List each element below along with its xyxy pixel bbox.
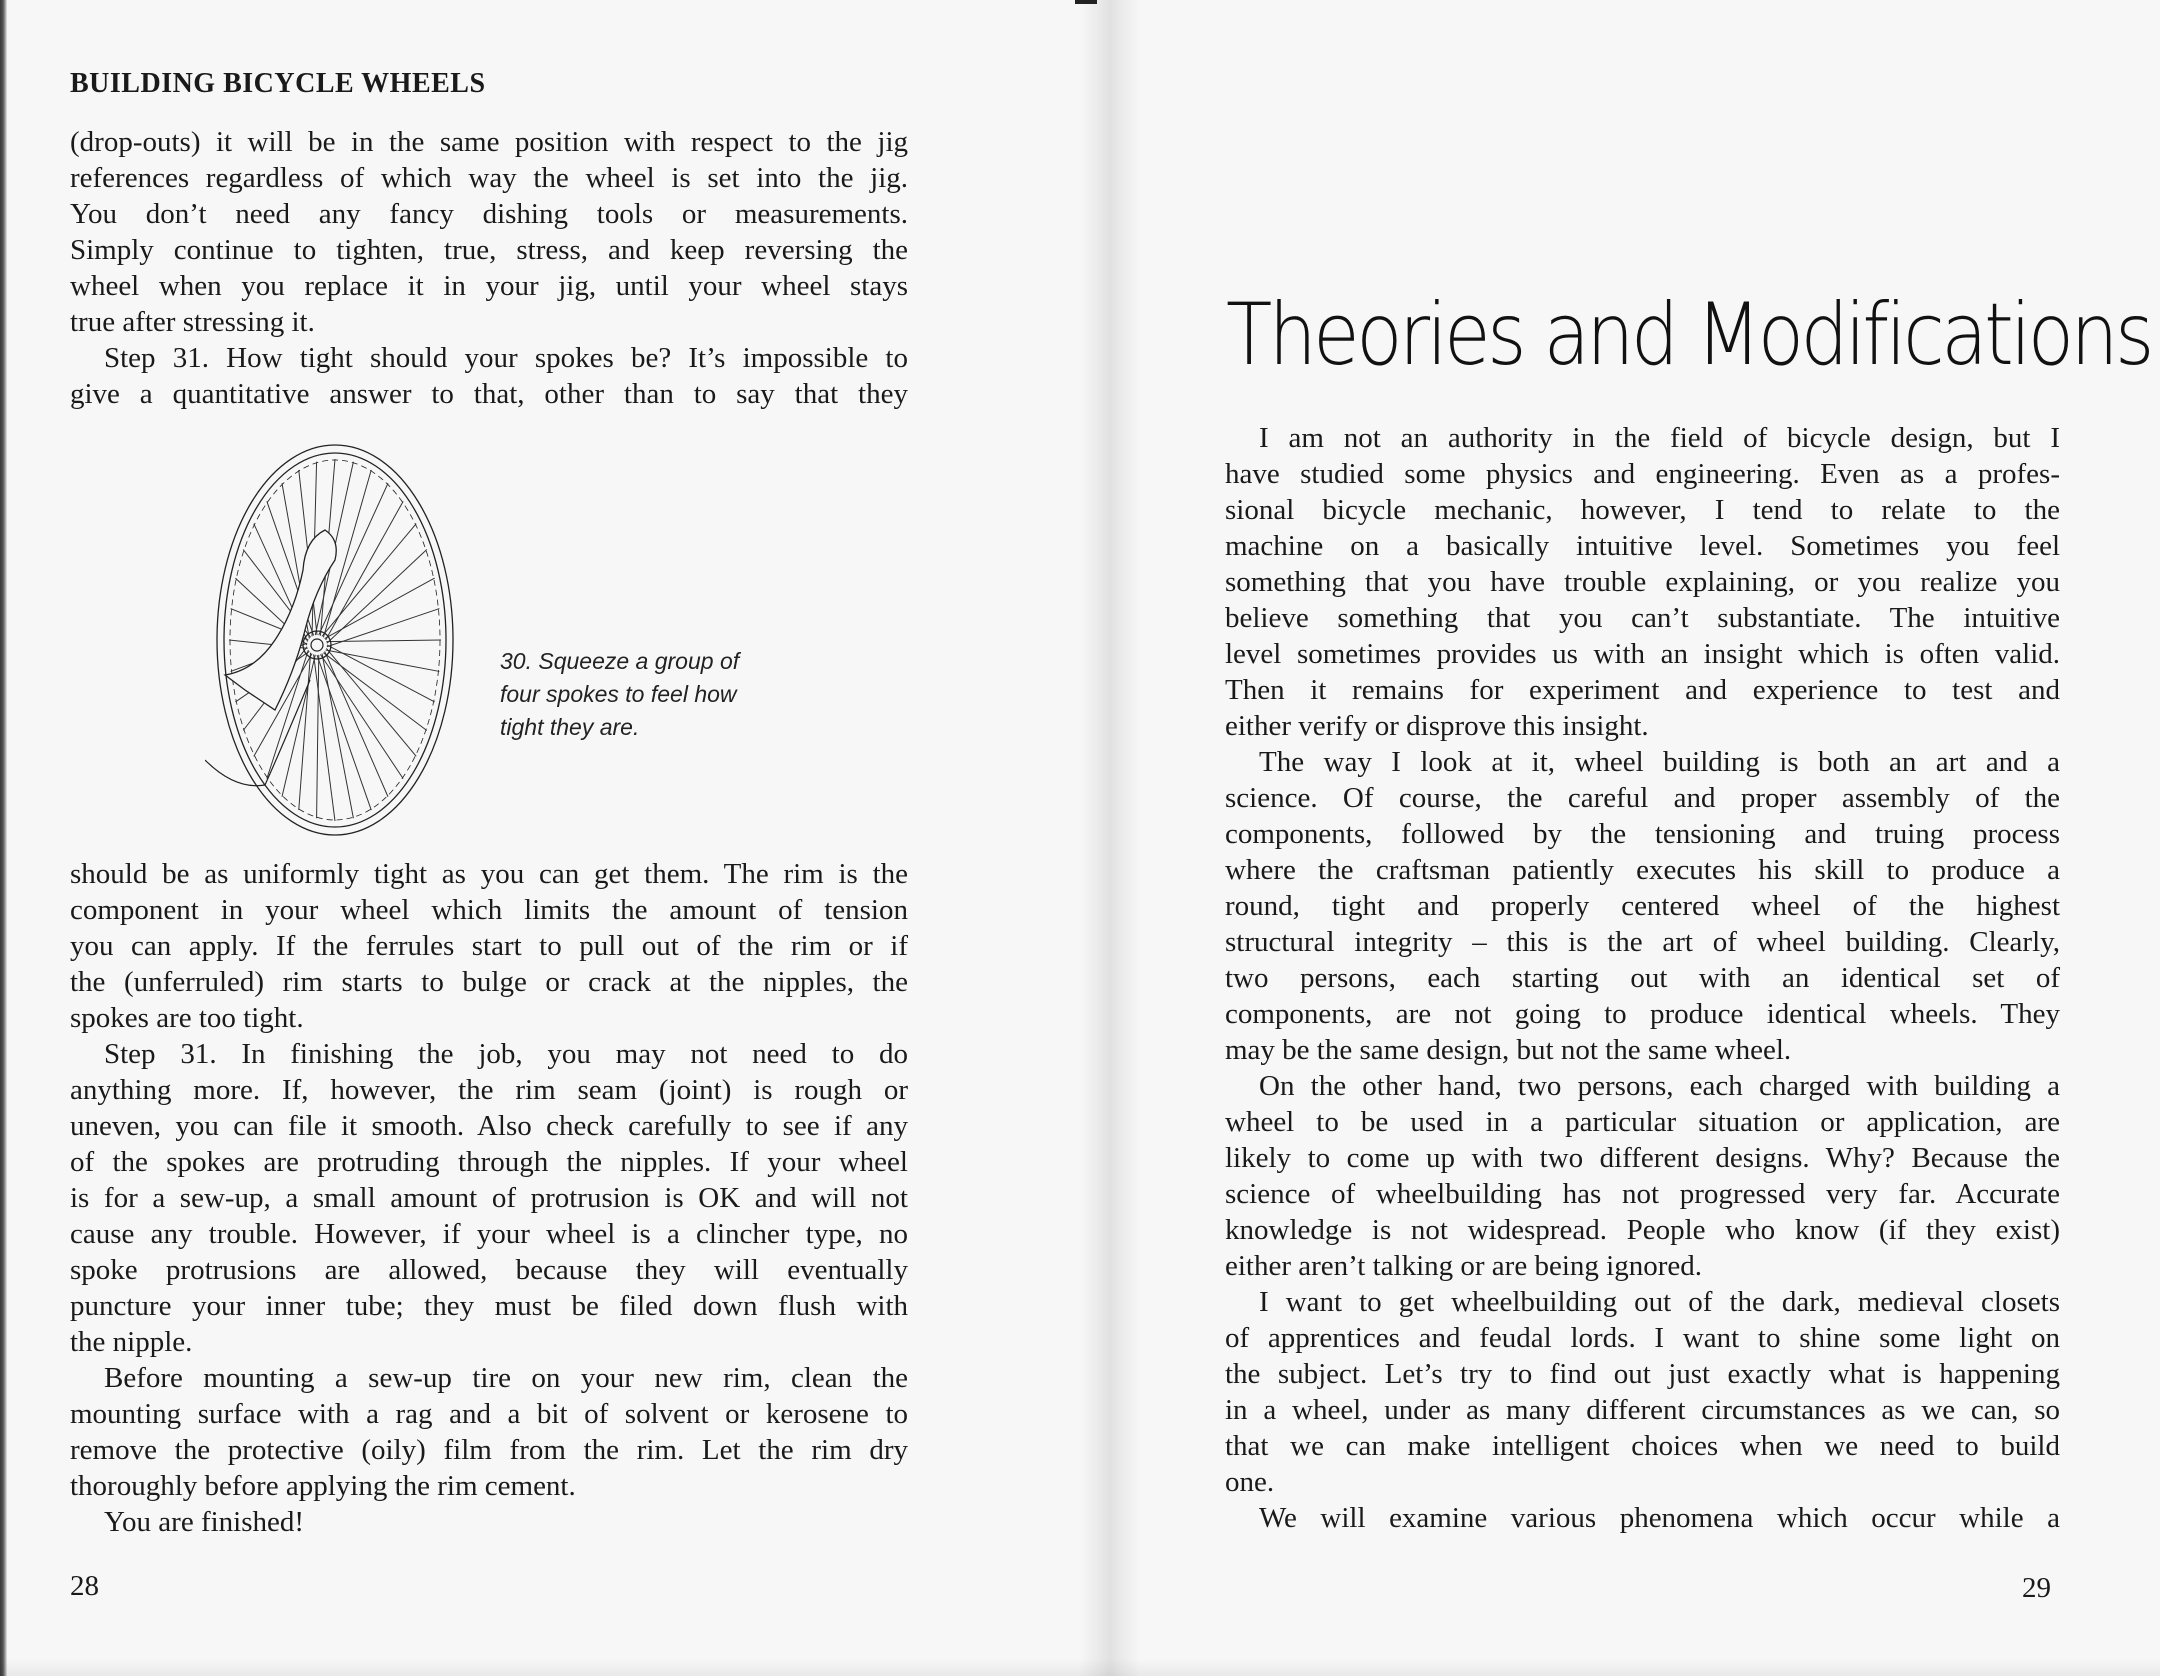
text-line: components, followed by the tensioning and truing process (1225, 818, 2060, 850)
text-line: Then it remains for experiment and experience to test and (1225, 674, 2060, 706)
text-line: (drop-outs) it will be in the same position with respect to the jig (70, 126, 908, 158)
right-body-text (1225, 420, 2060, 1536)
text-line: machine on a basically intuitive level. Sometimes you feel (1225, 530, 2060, 562)
text-line: knowledge is not widespread. People who know (if they exist) (1225, 1214, 2060, 1246)
text-line: something that you have trouble explaining, or you realize you (1225, 566, 2060, 598)
text-line: I am not an authority in the field of bicycle design, but I (1259, 422, 2060, 454)
caption-line: 30. Squeeze a group of (500, 648, 740, 674)
text-line: I want to get wheelbuilding out of the dark, medieval closets (1259, 1286, 2060, 1318)
text-line: puncture your inner tube; they must be filed down flush with (70, 1290, 908, 1322)
page-number: 28 (70, 1570, 99, 1602)
text-line: Before mounting a sew-up tire on your new rim, clean the (104, 1362, 908, 1394)
text-line: wheel when you replace it in your jig, until your wheel stays (70, 270, 908, 302)
left-bottom-text (70, 856, 908, 1540)
text-line: likely to come up with two different designs. Why? Because the (1225, 1142, 2060, 1174)
text-line: may be the same design, but not the same wheel. (1225, 1034, 1792, 1066)
text-line: science of wheelbuilding has not progressed very far. Accurate (1225, 1178, 2060, 1210)
wheel-illustration (205, 440, 465, 840)
page-bottom-shadow (0, 1658, 2160, 1676)
text-line: component in your wheel which limits the amount of tension (70, 894, 908, 926)
text-line: one. (1225, 1466, 1275, 1498)
text-line: We will examine various phenomena which occur while a (1259, 1502, 2060, 1534)
text-line: in a wheel, under as many different circumstances as we can, so (1225, 1394, 2060, 1426)
text-line: cause any trouble. However, if your wheel is a clincher type, no (70, 1218, 908, 1250)
text-line: mounting surface with a rag and a bit of solvent or kerosene to (70, 1398, 908, 1430)
text-line: anything more. If, however, the rim seam (joint) is rough or (70, 1074, 908, 1106)
text-line: Step 31. How tight should your spokes be? It’s impossible to (104, 342, 908, 374)
text-line: Step 31. In finishing the job, you may not need to do (104, 1038, 908, 1070)
text-line: give a quantitative answer to that, other than to say that they (70, 378, 908, 410)
text-line: the (unferruled) rim starts to bulge or crack at the nipples, the (70, 966, 908, 998)
text-line: the subject. Let’s try to find out just exactly what is happening (1225, 1358, 2060, 1390)
text-line: references regardless of which way the wheel is set into the jig. (70, 162, 908, 194)
left-top-text (70, 124, 908, 412)
text-line: uneven, you can file it smooth. Also check carefully to see if any (70, 1110, 908, 1142)
text-line: components, are not going to produce identical wheels. They (1225, 998, 2060, 1030)
caption-line: four spokes to feel how (500, 681, 737, 707)
text-line: either verify or disprove this insight. (1225, 710, 1649, 742)
text-line: of apprentices and feudal lords. I want to shine some light on (1225, 1322, 2060, 1354)
text-line: You are finished! (104, 1506, 305, 1538)
text-line: structural integrity – this is the art of wheel building. Clearly, (1225, 926, 2060, 958)
text-line: of the spokes are protruding through the nipples. If your wheel (70, 1146, 908, 1178)
text-line: spoke protrusions are allowed, because they will eventually (70, 1254, 908, 1286)
bicycle-wheel-icon (205, 440, 465, 840)
caption-line: tight they are. (500, 714, 640, 740)
chapter-title: Theories and Modifications (1226, 285, 2151, 385)
text-line: true after stressing it. (70, 306, 315, 338)
text-line: two persons, each starting out with an identical set of (1225, 962, 2060, 994)
text-line: is for a sew-up, a small amount of protrusion is OK and will not (70, 1182, 908, 1214)
running-head: BUILDING BICYCLE WHEELS (70, 68, 486, 99)
text-line: that we can make intelligent choices when we need to build (1225, 1430, 2060, 1462)
text-line: The way I look at it, wheel building is both an art and a (1259, 746, 2060, 778)
text-line: spokes are too tight. (70, 1002, 304, 1034)
text-line: You don’t need any fancy dishing tools or measurements. (70, 198, 908, 230)
text-line: have studied some physics and engineering. Even as a profes- (1225, 458, 2060, 490)
binding-mark (1075, 0, 1097, 4)
figure-caption (500, 645, 800, 744)
text-line: either aren’t talking or are being ignored. (1225, 1250, 1702, 1282)
text-line: On the other hand, two persons, each charged with building a (1259, 1070, 2060, 1102)
text-line: science. Of course, the careful and proper assembly of the (1225, 782, 2060, 814)
text-line: the nipple. (70, 1326, 193, 1358)
page-number: 29 (2022, 1572, 2051, 1604)
text-line: you can apply. If the ferrules start to pull out of the rim or if (70, 930, 908, 962)
text-line: round, tight and properly centered wheel of the highest (1225, 890, 2060, 922)
text-line: remove the protective (oily) film from the rim. Let the rim dry (70, 1434, 908, 1466)
gutter-shadow (1080, 0, 1140, 1676)
text-line: believe something that you can’t substantiate. The intuitive (1225, 602, 2060, 634)
text-line: thoroughly before applying the rim cement. (70, 1470, 576, 1502)
text-line: sional bicycle mechanic, however, I tend to relate to the (1225, 494, 2060, 526)
text-line: Simply continue to tighten, true, stress, and keep reversing the (70, 234, 908, 266)
text-line: where the craftsman patiently executes his skill to produce a (1225, 854, 2060, 886)
text-line: should be as uniformly tight as you can get them. The rim is the (70, 858, 908, 890)
text-line: level sometimes provides us with an insight which is often valid. (1225, 638, 2060, 670)
text-line: wheel to be used in a particular situation or application, are (1225, 1106, 2060, 1138)
